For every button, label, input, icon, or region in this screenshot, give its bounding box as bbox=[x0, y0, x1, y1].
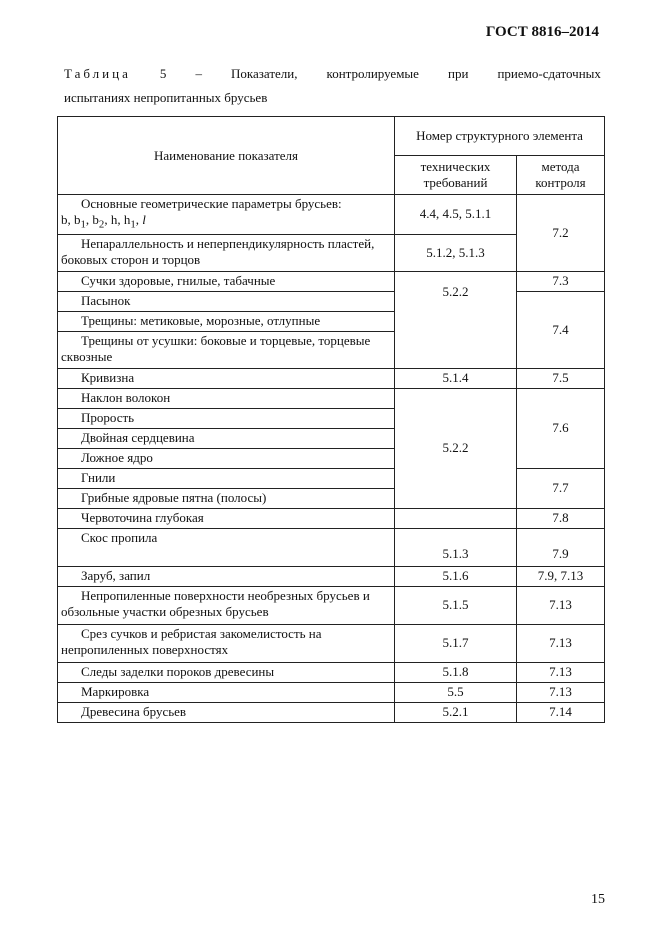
req-cell: 5.1.4 bbox=[395, 368, 517, 388]
table-caption bbox=[64, 62, 601, 110]
table-row-name: Червоточина глубокая bbox=[58, 508, 395, 528]
ctrl-cell: 7.9 bbox=[517, 528, 605, 566]
caption-word: приемо-сдаточных bbox=[497, 66, 601, 81]
ctrl-cell: 7.13 bbox=[517, 586, 605, 624]
table-row-name: Наклон волокон bbox=[58, 388, 395, 408]
table-row-name: Пасынок bbox=[58, 291, 395, 311]
caption-word: – bbox=[195, 66, 202, 81]
ctrl-cell: 7.13 bbox=[517, 682, 605, 702]
header-indicator-name: Наименование показателя bbox=[58, 117, 395, 195]
dimension-symbols: b, $b_1$, $b_2$, h, $h_1$, l bbox=[61, 212, 146, 231]
page-number: 15 bbox=[591, 892, 605, 907]
table-row-name: Прорость bbox=[58, 408, 395, 428]
ctrl-cell: 7.2 bbox=[517, 195, 605, 272]
table-row-name: Следы заделки пороков древесины bbox=[58, 662, 395, 682]
req-cell-empty bbox=[395, 508, 517, 528]
header-technical-requirements: технических требований bbox=[395, 156, 517, 195]
ctrl-cell: 7.4 bbox=[517, 291, 605, 368]
req-cell: 5.1.7 bbox=[395, 624, 517, 662]
req-cell: 5.2.2 bbox=[395, 271, 517, 368]
table-row-name: Кривизна bbox=[58, 368, 395, 388]
req-cell: 5.1.2, 5.1.3 bbox=[395, 234, 517, 271]
table-row-name: Двойная сердцевина bbox=[58, 428, 395, 448]
table-row-name: Основные геометрические параметры брусьев: b, $b_1$, $b_2$, h, $h_1$, l bbox=[58, 195, 395, 235]
table-row-name: Сучки здоровые, гнилые, табачные bbox=[58, 271, 395, 291]
table-row-name: Заруб, запил bbox=[58, 566, 395, 586]
ctrl-cell: 7.5 bbox=[517, 368, 605, 388]
caption-word: при bbox=[447, 66, 469, 81]
caption-word: 5 bbox=[159, 66, 167, 81]
caption-word: Таблица bbox=[64, 66, 131, 81]
table-row-name: Маркировка bbox=[58, 682, 395, 702]
req-cell: 5.1.3 bbox=[395, 528, 517, 566]
ctrl-cell: 7.13 bbox=[517, 624, 605, 662]
ctrl-cell: 7.3 bbox=[517, 271, 605, 291]
req-cell: 5.2.1 bbox=[395, 702, 517, 722]
ctrl-cell: 7.8 bbox=[517, 508, 605, 528]
document-code: ГОСТ 8816–2014 bbox=[485, 24, 599, 40]
header-control-method: метода контроля bbox=[517, 156, 605, 195]
req-cell: 5.1.8 bbox=[395, 662, 517, 682]
ctrl-cell: 7.6 bbox=[517, 388, 605, 468]
table-row-name: Трещины: метиковые, морозные, отлупные bbox=[58, 311, 395, 331]
ctrl-cell: 7.7 bbox=[517, 468, 605, 508]
table-row-name: Непараллельность и неперпендикулярность пластей, боковых сторон и торцов bbox=[58, 234, 395, 271]
req-cell: 4.4, 4.5, 5.1.1 bbox=[395, 195, 517, 235]
ctrl-cell: 7.9, 7.13 bbox=[517, 566, 605, 586]
req-cell: 5.2.2 bbox=[395, 388, 517, 508]
table-row-name: Гнили bbox=[58, 468, 395, 488]
caption-line-2: испытаниях непропитанных брусьев bbox=[64, 90, 268, 105]
table-row-name: Непропиленные поверхности необрезных брусьев и обзольные участки обрезных брусьев bbox=[58, 586, 395, 624]
caption-word: Показатели, bbox=[231, 66, 298, 81]
table-row-name: Древесина брусьев bbox=[58, 702, 395, 722]
table-row-name: Грибные ядровые пятна (полосы) bbox=[58, 488, 395, 508]
req-cell: 5.1.5 bbox=[395, 586, 517, 624]
table-row-name: Скос пропила bbox=[58, 528, 395, 566]
caption-word: контролируемые bbox=[326, 66, 419, 81]
req-cell: 5.1.6 bbox=[395, 566, 517, 586]
header-structural-element: Номер структурного элемента bbox=[395, 117, 605, 156]
table-row-name: Ложное ядро bbox=[58, 448, 395, 468]
ctrl-cell: 7.13 bbox=[517, 662, 605, 682]
ctrl-cell: 7.14 bbox=[517, 702, 605, 722]
indicators-table bbox=[57, 116, 605, 723]
table-row-name: Трещины от усушки: боковые и торцевые, торцевые сквозные bbox=[58, 331, 395, 368]
table-row-name: Срез сучков и ребристая закомелистость на непропиленных поверхностях bbox=[58, 624, 395, 662]
req-cell: 5.5 bbox=[395, 682, 517, 702]
